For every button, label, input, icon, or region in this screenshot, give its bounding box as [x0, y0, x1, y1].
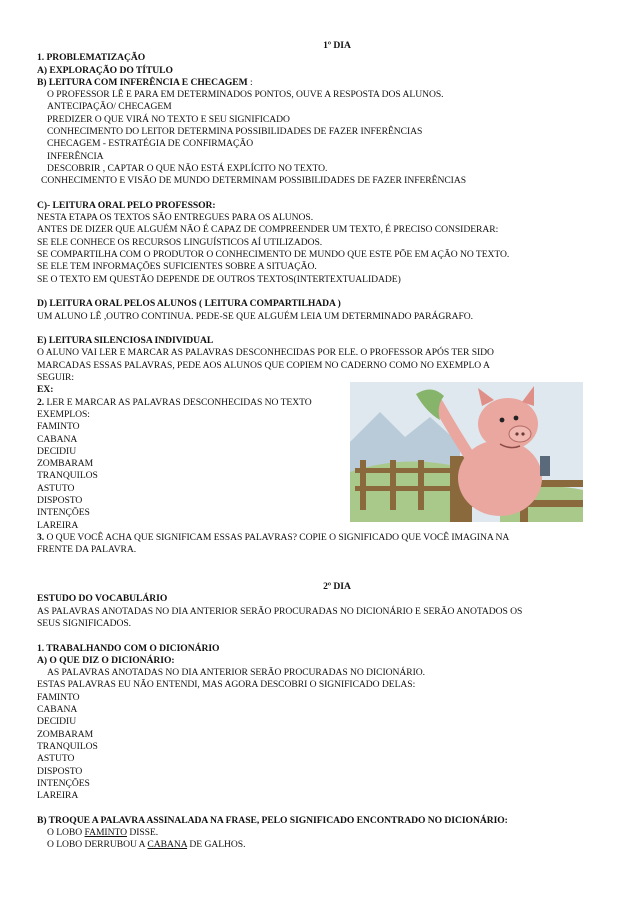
section-b-last-line: CONHECIMENTO E VISÃO DE MUNDO DETERMINAM POSSIBILIDADES DE FAZER INFERÊNCIAS: [41, 175, 466, 187]
word-item: ZOMBARAM: [37, 458, 94, 470]
question-3: [37, 532, 597, 544]
word-item: CABANA: [37, 433, 78, 445]
word-item: LAREIRA: [37, 519, 79, 531]
word-item: DECIDIU: [37, 445, 77, 457]
vocabulary-line: SEUS SIGNIFICADOS.: [37, 617, 131, 629]
section-b-line: PREDIZER O QUE VIRÁ NO TEXTO E SEU SIGNIFICADO: [47, 113, 290, 125]
vocabulary-title: ESTUDO DO VOCABULÁRIO: [37, 593, 168, 605]
question-3-text: O QUE VOCÊ ACHA QUE SIGNIFICAM ESSAS PALAVRAS? COPIE O SIGNIFICADO QUE VOCÊ IMAGINA NA: [44, 531, 510, 543]
question-2-number: 2.: [37, 396, 45, 408]
section-c-title: C)- LEITURA ORAL PELO PROFESSOR:: [37, 199, 216, 211]
dictionary-a-line: ESTAS PALAVRAS EU NÃO ENTENDI, MAS AGORA DESCOBRI O SIGNIFICADO DELAS:: [37, 679, 416, 691]
pig-illustration-svg: [350, 382, 583, 522]
section-d-title: D) LEITURA ORAL PELOS ALUNOS ( LEITURA COMPARTILHADA ): [37, 298, 341, 310]
sentence-1-end: DISSE.: [126, 827, 159, 838]
day1-heading: 1º DIA: [323, 40, 351, 51]
section-c-line: SE O TEXTO EM QUESTÃO DEPENDE DE OUTROS TEXTOS(INTERTEXTUALIDADE): [37, 273, 401, 285]
sentence-2-marked-word: CABANA: [147, 839, 188, 851]
question-3-number: 3.: [37, 531, 45, 543]
dictionary-b-title: B) TROQUE A PALAVRA ASSINALADA NA FRASE, PELO SIGNIFICADO ENCONTRADO NO DICIONÁRIO:: [37, 814, 508, 826]
word-item: INTENÇÕES: [37, 507, 90, 519]
sentence-2-start: O LOBO DERRUBOU A: [47, 839, 148, 851]
question-2-text: LER E MARCAR AS PALAVRAS DESCONHECIDAS NO TEXTO: [44, 396, 312, 408]
word-item: FAMINTO: [37, 421, 80, 433]
section-b-line: INFERÊNCIA: [47, 150, 104, 162]
section-c-line: NESTA ETAPA OS TEXTOS SÃO ENTREGUES PARA OS ALUNOS.: [37, 212, 314, 224]
word-item: DECIDIU: [37, 716, 77, 728]
question-3-continuation: FRENTE DA PALAVRA.: [37, 544, 137, 556]
word-item: DISPOSTO: [37, 765, 83, 777]
sentence-1: [37, 827, 597, 839]
word-item: FAMINTO: [37, 691, 80, 703]
section-b-title: B) LEITURA COM INFERÊNCIA E CHECAGEM: [37, 76, 248, 88]
sentence-1-marked-word: FAMINTO: [84, 827, 127, 838]
section-b-line: DESCOBRIR , CAPTAR O QUE NÃO ESTÁ EXPLÍCITO NO TEXTO.: [47, 162, 328, 174]
word-item: TRANQUILOS: [37, 740, 98, 752]
section-b-line: ANTECIPAÇÃO/ CHECAGEM: [47, 101, 172, 113]
word-item: TRANQUILOS: [37, 470, 98, 482]
pig-on-fence-illustration: [350, 382, 583, 522]
word-item: CABANA: [37, 704, 78, 716]
section-c-line: ANTES DE DIZER QUE ALGUÉM NÃO É CAPAZ DE COMPREENDER UM TEXTO, É PRECISO CONSIDERAR:: [37, 224, 499, 236]
section-b-heading: [37, 77, 597, 89]
section-c-line: SE ELE CONHECE OS RECURSOS LINGUÍSTICOS AÍ UTILIZADOS.: [37, 236, 323, 248]
vocabulary-line: AS PALAVRAS ANOTADAS NO DIA ANTERIOR SERÃO PROCURADAS NO DICIONÁRIO E SERÃO ANOTADOS OS: [37, 605, 523, 617]
word-item: LAREIRA: [37, 790, 79, 802]
section-c-line: SE COMPARTILHA COM O PRODUTOR O CONHECIMENTO DE MUNDO QUE ESTE PÕE EM AÇÃO NO TEXTO.: [37, 249, 510, 261]
word-item: ASTUTO: [37, 482, 75, 494]
sentence-2: [37, 839, 597, 851]
day2-heading: 2º DIA: [323, 581, 351, 593]
section-e-line: O ALUNO VAI LER E MARCAR AS PALAVRAS DESCONHECIDAS POR ELE. O PROFESSOR APÓS TER SIDO: [37, 347, 494, 359]
word-item: INTENÇÕES: [37, 777, 90, 789]
sentence-2-end: DE GALHOS.: [187, 839, 246, 851]
section-b-line: O PROFESSOR LÊ E PARA EM DETERMINADOS PONTOS, OUVE A RESPOSTA DOS ALUNOS.: [47, 89, 444, 101]
dictionary-title: 1. TRABALHANDO COM O DICIONÁRIO: [37, 642, 220, 654]
word-item: DISPOSTO: [37, 494, 83, 506]
section-b-line: CHECAGEM - ESTRATÉGIA DE CONFIRMAÇÃO: [47, 138, 254, 150]
word-item: ASTUTO: [37, 753, 75, 765]
dictionary-a-title: A) O QUE DIZ O DICIONÁRIO:: [37, 654, 175, 666]
section-a-title: A) EXPLORAÇÃO DO TÍTULO: [37, 64, 173, 76]
section-e-title: E) LEITURA SILENCIOSA INDIVIDUAL: [37, 335, 214, 347]
problematizacao-title: 1. PROBLEMATIZAÇÃO: [37, 52, 146, 64]
section-d-line: UM ALUNO LÊ ,OUTRO CONTINUA. PEDE-SE QUE ALGUÉM LEIA UM DETERMINADO PARÁGRAFO.: [37, 310, 473, 322]
section-e-line: MARCADAS ESSAS PALAVRAS, PEDE AOS ALUNOS QUE COPIEM NO CADERNO COMO NO EXEMPLO A: [37, 359, 490, 371]
section-b-line: CONHECIMENTO DO LEITOR DETERMINA POSSIBILIDADES DE FAZER INFERÊNCIAS: [47, 126, 423, 138]
section-e-line: SEGUIR:: [37, 372, 74, 384]
section-c-line: SE ELE TEM INFORMAÇÕES SUFICIENTES SOBRE A SITUAÇÃO.: [37, 261, 317, 273]
word-item: ZOMBARAM: [37, 728, 94, 740]
dictionary-a-line: AS PALAVRAS ANOTADAS NO DIA ANTERIOR SERÃO PROCURADAS NO DICIONÁRIO.: [47, 667, 426, 679]
sentence-1-start: O LOBO: [47, 827, 85, 838]
section-b-colon: :: [247, 76, 253, 88]
example-label: EX:: [37, 384, 54, 396]
examples-label: EXEMPLOS:: [37, 408, 90, 420]
